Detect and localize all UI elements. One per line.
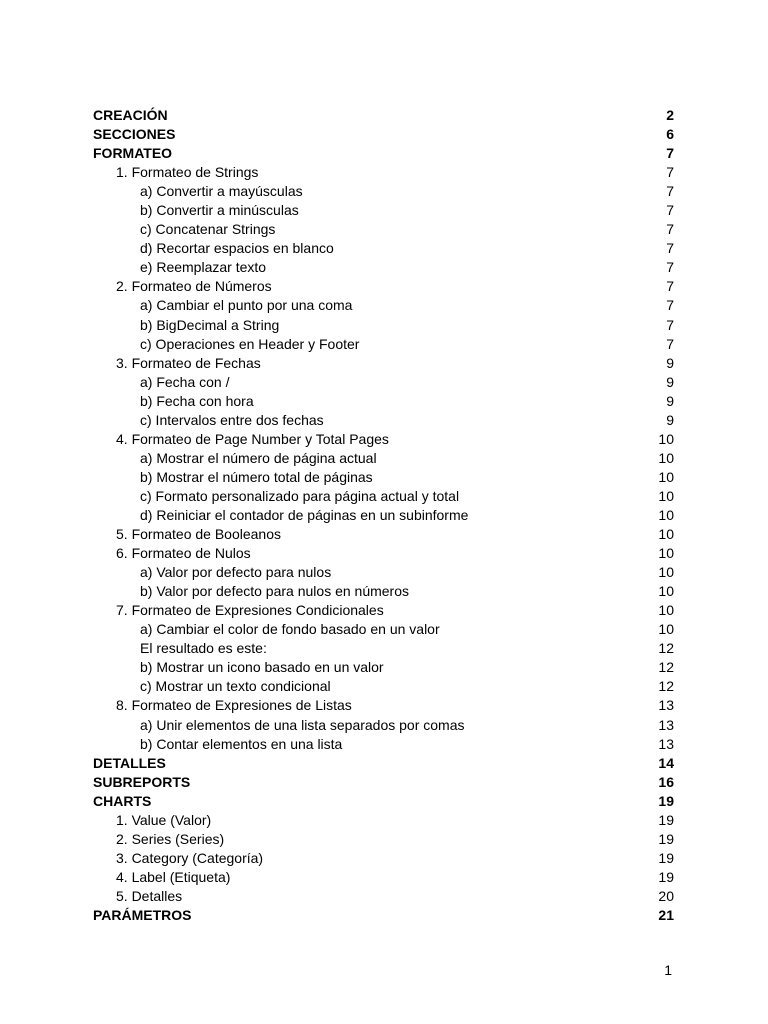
toc-entry-page: 10 [658,564,674,581]
toc-entry-label: b) Valor por defecto para nulos en números [140,583,410,600]
toc-entry-page: 12 [658,678,674,695]
toc-entry-label: b) BigDecimal a String [140,316,280,333]
toc-entry-label: d) Reiniciar el contador de páginas en un subinforme [140,506,469,523]
toc-section-entry[interactable] [93,106,674,125]
toc-subsection-entry[interactable] [93,849,674,868]
toc-entry-label: d) Recortar espacios en blanco [140,240,334,257]
toc-item-entry[interactable] [93,239,674,258]
toc-entry-label: c) Operaciones en Header y Footer [140,335,360,352]
toc-entry-label: 6. Formateo de Nulos [116,545,251,562]
toc-item-entry[interactable] [93,658,674,677]
toc-entry-label: e) Reemplazar texto [140,259,267,276]
toc-entry-page: 7 [666,145,674,162]
toc-entry-label: b) Convertir a minúsculas [140,202,299,219]
toc-entry-label: 4. Formateo de Page Number y Total Pages [116,430,389,447]
toc-section-entry[interactable] [93,773,674,792]
toc-item-entry[interactable] [93,677,674,696]
toc-section-entry[interactable] [93,792,674,811]
toc-entry-label: PARÁMETROS [93,906,192,923]
toc-entry-label: 3. Category (Categoría) [116,849,264,866]
toc-entry-page: 9 [666,354,674,371]
toc-item-entry[interactable] [93,716,674,735]
toc-entry-page: 9 [666,411,674,428]
toc-entry-page: 12 [658,659,674,676]
toc-item-entry[interactable] [93,582,674,601]
toc-subsection-entry[interactable] [93,277,674,296]
toc-subsection-entry[interactable] [93,525,674,544]
toc-entry-label: 8. Formateo de Expresiones de Listas [116,697,352,714]
toc-entry-label: 1. Formateo de Strings [116,164,259,181]
toc-entry-page: 20 [658,887,674,904]
toc-entry-page: 13 [658,697,674,714]
toc-entry-label: b) Mostrar el número total de páginas [140,468,373,485]
toc-entry-page: 9 [666,392,674,409]
toc-item-entry[interactable] [93,335,674,354]
toc-entry-page: 19 [658,792,674,809]
toc-subsection-entry[interactable] [93,544,674,563]
toc-entry-page: 10 [658,487,674,504]
toc-subsection-entry[interactable] [93,887,674,906]
toc-entry-page: 10 [658,468,674,485]
table-of-contents [93,106,674,925]
toc-entry-label: 5. Formateo de Booleanos [116,526,281,543]
toc-subsection-entry[interactable] [93,430,674,449]
toc-entry-label: El resultado es este: [140,640,267,657]
toc-entry-label: a) Valor por defecto para nulos [140,564,332,581]
toc-entry-page: 7 [666,202,674,219]
toc-item-entry[interactable] [93,735,674,754]
toc-entry-page: 7 [666,240,674,257]
toc-entry-label: a) Cambiar el color de fondo basado en un valor [140,621,440,638]
toc-entry-label: a) Unir elementos de una lista separados por comas [140,716,465,733]
toc-section-entry[interactable] [93,125,674,144]
toc-entry-page: 10 [658,583,674,600]
toc-entry-label: c) Intervalos entre dos fechas [140,411,324,428]
toc-entry-label: 3. Formateo de Fechas [116,354,261,371]
toc-entry-label: c) Mostrar un texto condicional [140,678,331,695]
toc-entry-page: 9 [666,373,674,390]
toc-entry-page: 21 [658,906,674,923]
toc-entry-page: 6 [666,126,674,143]
toc-entry-page: 19 [658,811,674,828]
toc-entry-label: a) Mostrar el número de página actual [140,449,377,466]
toc-entry-label: 4. Label (Etiqueta) [116,868,231,885]
toc-subsection-entry[interactable] [93,811,674,830]
toc-entry-label: FORMATEO [93,145,173,162]
toc-entry-label: SECCIONES [93,126,176,143]
toc-entry-page: 2 [666,107,674,123]
page-number: 1 [664,962,672,978]
toc-subsection-entry[interactable] [93,601,674,620]
toc-subsection-entry[interactable] [93,868,674,887]
toc-section-entry[interactable] [93,754,674,773]
toc-item-entry[interactable] [93,639,674,658]
toc-entry-page: 7 [666,278,674,295]
toc-entry-label: CHARTS [93,792,152,809]
toc-entry-page: 12 [658,640,674,657]
toc-entry-page: 14 [658,754,674,771]
toc-entry-page: 7 [666,297,674,314]
toc-entry-page: 10 [658,545,674,562]
toc-entry-label: CREACIÓN [93,107,168,123]
toc-item-entry[interactable] [93,506,674,525]
toc-entry-page: 10 [658,506,674,523]
toc-entry-label: a) Cambiar el punto por una coma [140,297,353,314]
toc-entry-label: b) Fecha con hora [140,392,254,409]
toc-entry-page: 13 [658,716,674,733]
toc-entry-page: 7 [666,164,674,181]
toc-entry-page: 10 [658,602,674,619]
toc-entry-page: 16 [658,773,674,790]
toc-item-entry[interactable] [93,563,674,582]
toc-entry-page: 7 [666,221,674,238]
toc-item-entry[interactable] [93,316,674,335]
toc-entry-page: 19 [658,849,674,866]
toc-section-entry[interactable] [93,144,674,163]
toc-entry-page: 10 [658,449,674,466]
toc-entry-page: 7 [666,259,674,276]
toc-item-entry[interactable] [93,468,674,487]
toc-entry-page: 10 [658,621,674,638]
toc-entry-label: a) Convertir a mayúsculas [140,183,303,200]
toc-entry-label: a) Fecha con / [140,373,230,390]
toc-entry-page: 19 [658,830,674,847]
toc-item-entry[interactable] [93,620,674,639]
toc-entry-label: 5. Detalles [116,887,183,904]
toc-item-entry[interactable] [93,220,674,239]
toc-entry-page: 10 [658,526,674,543]
toc-subsection-entry[interactable] [93,696,674,715]
toc-item-entry[interactable] [93,449,674,468]
toc-entry-label: c) Formato personalizado para página actual y total [140,487,460,504]
toc-section-entry[interactable] [93,906,674,925]
toc-entry-label: DETALLES [93,754,166,771]
toc-item-entry[interactable] [93,258,674,277]
toc-entry-page: 7 [666,335,674,352]
toc-entry-label: b) Contar elementos en una lista [140,735,343,752]
toc-item-entry[interactable] [93,411,674,430]
toc-item-entry[interactable] [93,392,674,411]
toc-entry-page: 19 [658,868,674,885]
toc-entry-label: 7. Formateo de Expresiones Condicionales [116,602,384,619]
toc-entry-label: SUBREPORTS [93,773,191,790]
toc-subsection-entry[interactable] [93,354,674,373]
toc-subsection-entry[interactable] [93,830,674,849]
toc-entry-label: 1. Value (Valor) [116,811,212,828]
toc-item-entry[interactable] [93,296,674,315]
toc-item-entry[interactable] [93,487,674,506]
toc-item-entry[interactable] [93,373,674,392]
toc-item-entry[interactable] [93,182,674,201]
toc-entry-page: 7 [666,183,674,200]
toc-entry-label: c) Concatenar Strings [140,221,276,238]
toc-entry-label: 2. Formateo de Números [116,278,272,295]
toc-item-entry[interactable] [93,201,674,220]
toc-entry-page: 13 [658,735,674,752]
toc-subsection-entry[interactable] [93,163,674,182]
toc-entry-page: 7 [666,316,674,333]
toc-entry-label: 2. Series (Series) [116,830,225,847]
toc-entry-page: 10 [658,430,674,447]
toc-entry-label: b) Mostrar un icono basado en un valor [140,659,384,676]
